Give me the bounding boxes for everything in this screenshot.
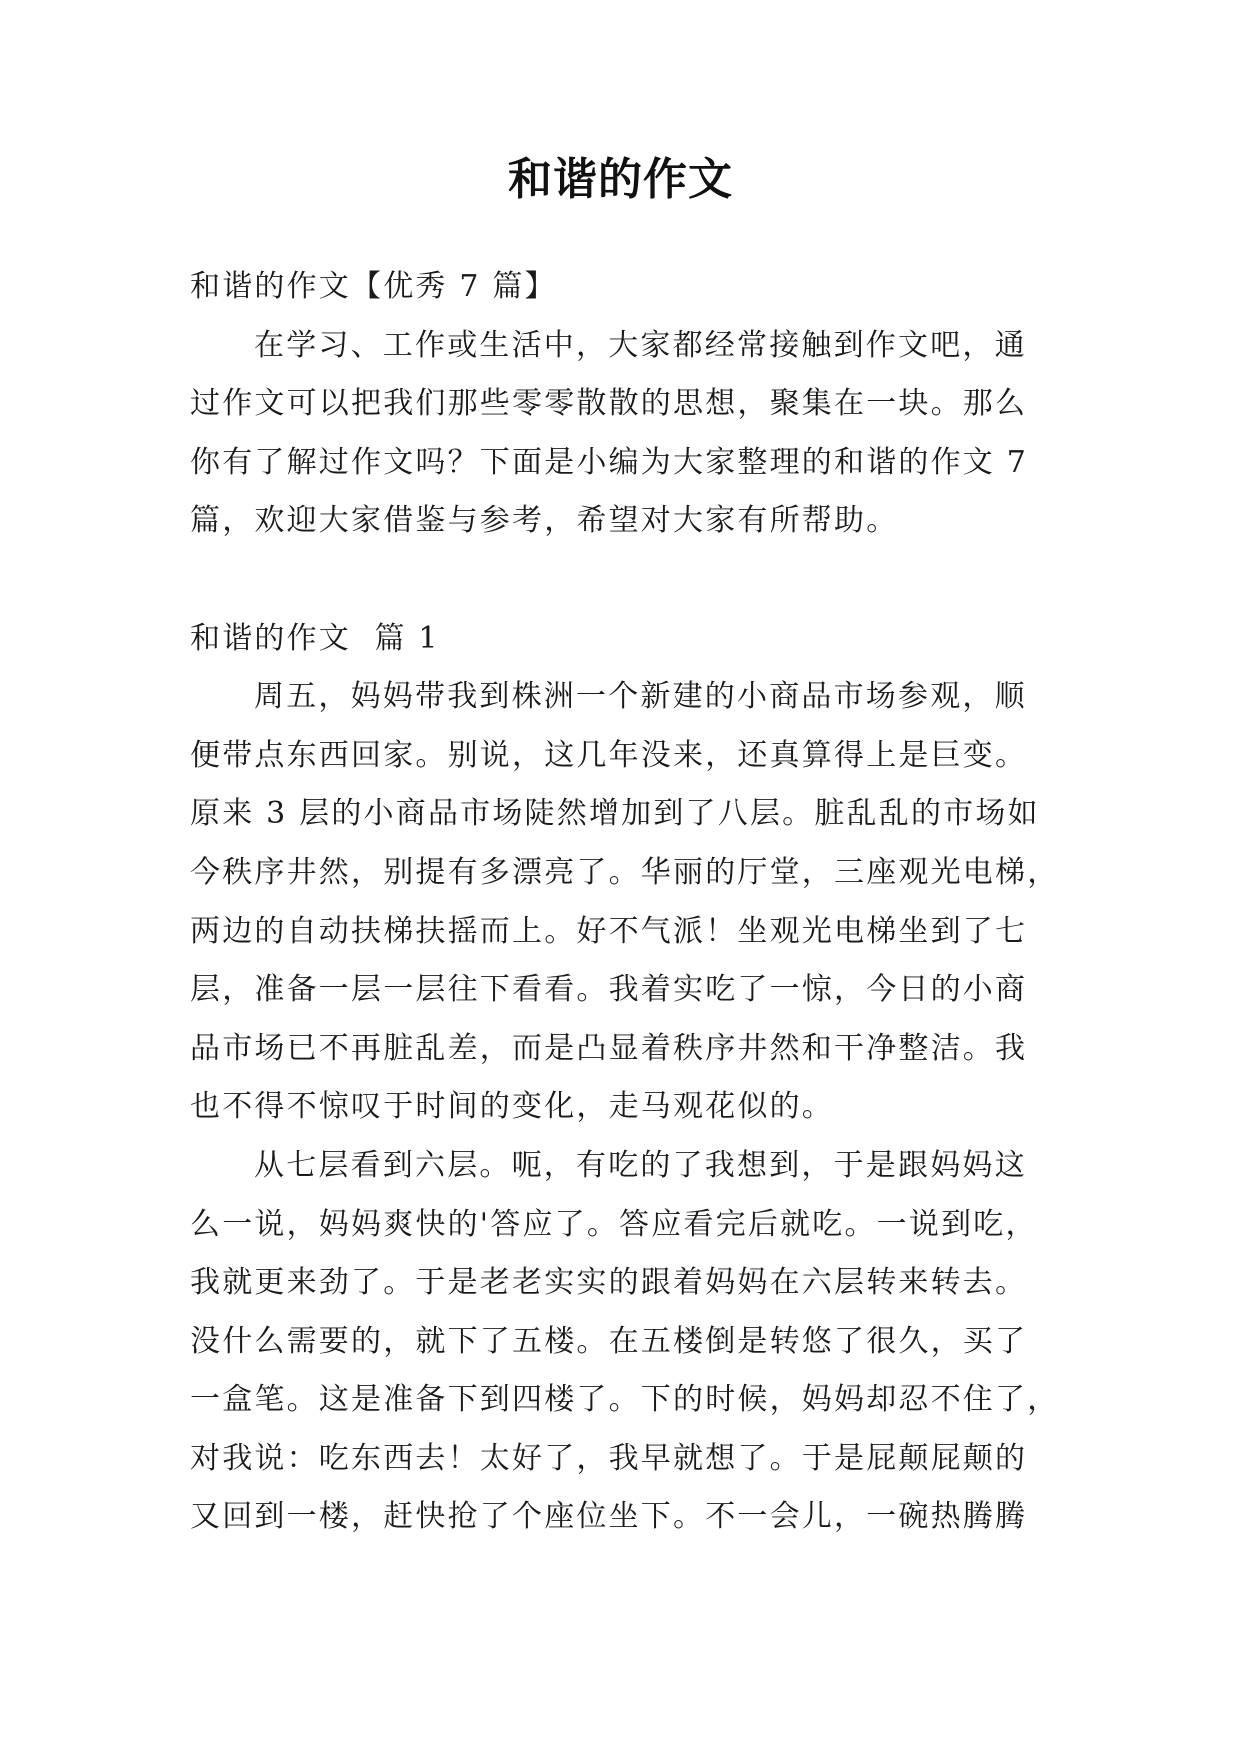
intro-paragraph <box>190 317 1060 551</box>
document-subtitle: 和谐的作文【优秀 7 篇】 <box>190 269 557 304</box>
text-line: 两边的自动扶梯扶摇而上。好不气派！坐观光电梯坐到了七 <box>190 913 1028 949</box>
text-line: 没什么需要的，就下了五楼。在五楼倒是转悠了很久，买了 <box>190 1323 1028 1359</box>
text-line: 对我说：吃东西去！太好了，我早就想了。于是屁颠屁颠的 <box>190 1440 1028 1476</box>
text-line: 今秩序井然，别提有多漂亮了。华丽的厅堂，三座观光电梯， <box>190 854 1060 890</box>
text-line: 品市场已不再脏乱差，而是凸显着秩序井然和干净整洁。我 <box>190 1030 1028 1066</box>
text-line: 在学习、工作或生活中，大家都经常接触到作文吧，通 <box>254 327 1027 363</box>
text-line: 便带点东西回家。别说，这几年没来，还真算得上是巨变。 <box>190 737 1028 773</box>
text-line: 从七层看到六层。呃，有吃的了我想到，于是跟妈妈这 <box>254 1147 1027 1183</box>
paragraph-spacer <box>190 551 1060 610</box>
text-line: 也不得不惊叹于时间的变化，走马观花似的。 <box>190 1089 834 1125</box>
text-line: 原来 3 层的小商品市场陡然增加到了八层。脏乱乱的市场如 <box>190 796 1040 832</box>
section-heading: 和谐的作文 篇 1 <box>190 620 440 656</box>
text-line: 一盒笔。这是准备下到四楼了。下的时候，妈妈却忍不住了， <box>190 1382 1060 1418</box>
document-title: 和谐的作文 <box>508 154 733 205</box>
paragraph-2 <box>190 1137 1060 1547</box>
text-line: 篇，欢迎大家借鉴与参考，希望对大家有所帮助。 <box>190 503 899 539</box>
document-body <box>190 258 1060 1547</box>
paragraph-1 <box>190 668 1060 1137</box>
text-line: 层，准备一层一层往下看看。我着实吃了一惊，今日的小商 <box>190 972 1028 1008</box>
text-line: 周五，妈妈带我到株洲一个新建的小商品市场参观，顺 <box>254 679 1027 715</box>
text-line: 又回到一楼，赶快抢了个座位坐下。不一会儿，一碗热腾腾 <box>190 1499 1028 1535</box>
text-line: 过作文可以把我们那些零零散散的思想，聚集在一块。那么 <box>190 386 1028 422</box>
text-line: 我就更来劲了。于是老老实实的跟着妈妈在六层转来转去。 <box>190 1265 1028 1301</box>
text-line: 么一说，妈妈爽快的'答应了。答应看完后就吃。一说到吃， <box>190 1206 1038 1242</box>
text-line: 你有了解过作文吗？下面是小编为大家整理的和谐的作文 7 <box>190 444 1029 480</box>
